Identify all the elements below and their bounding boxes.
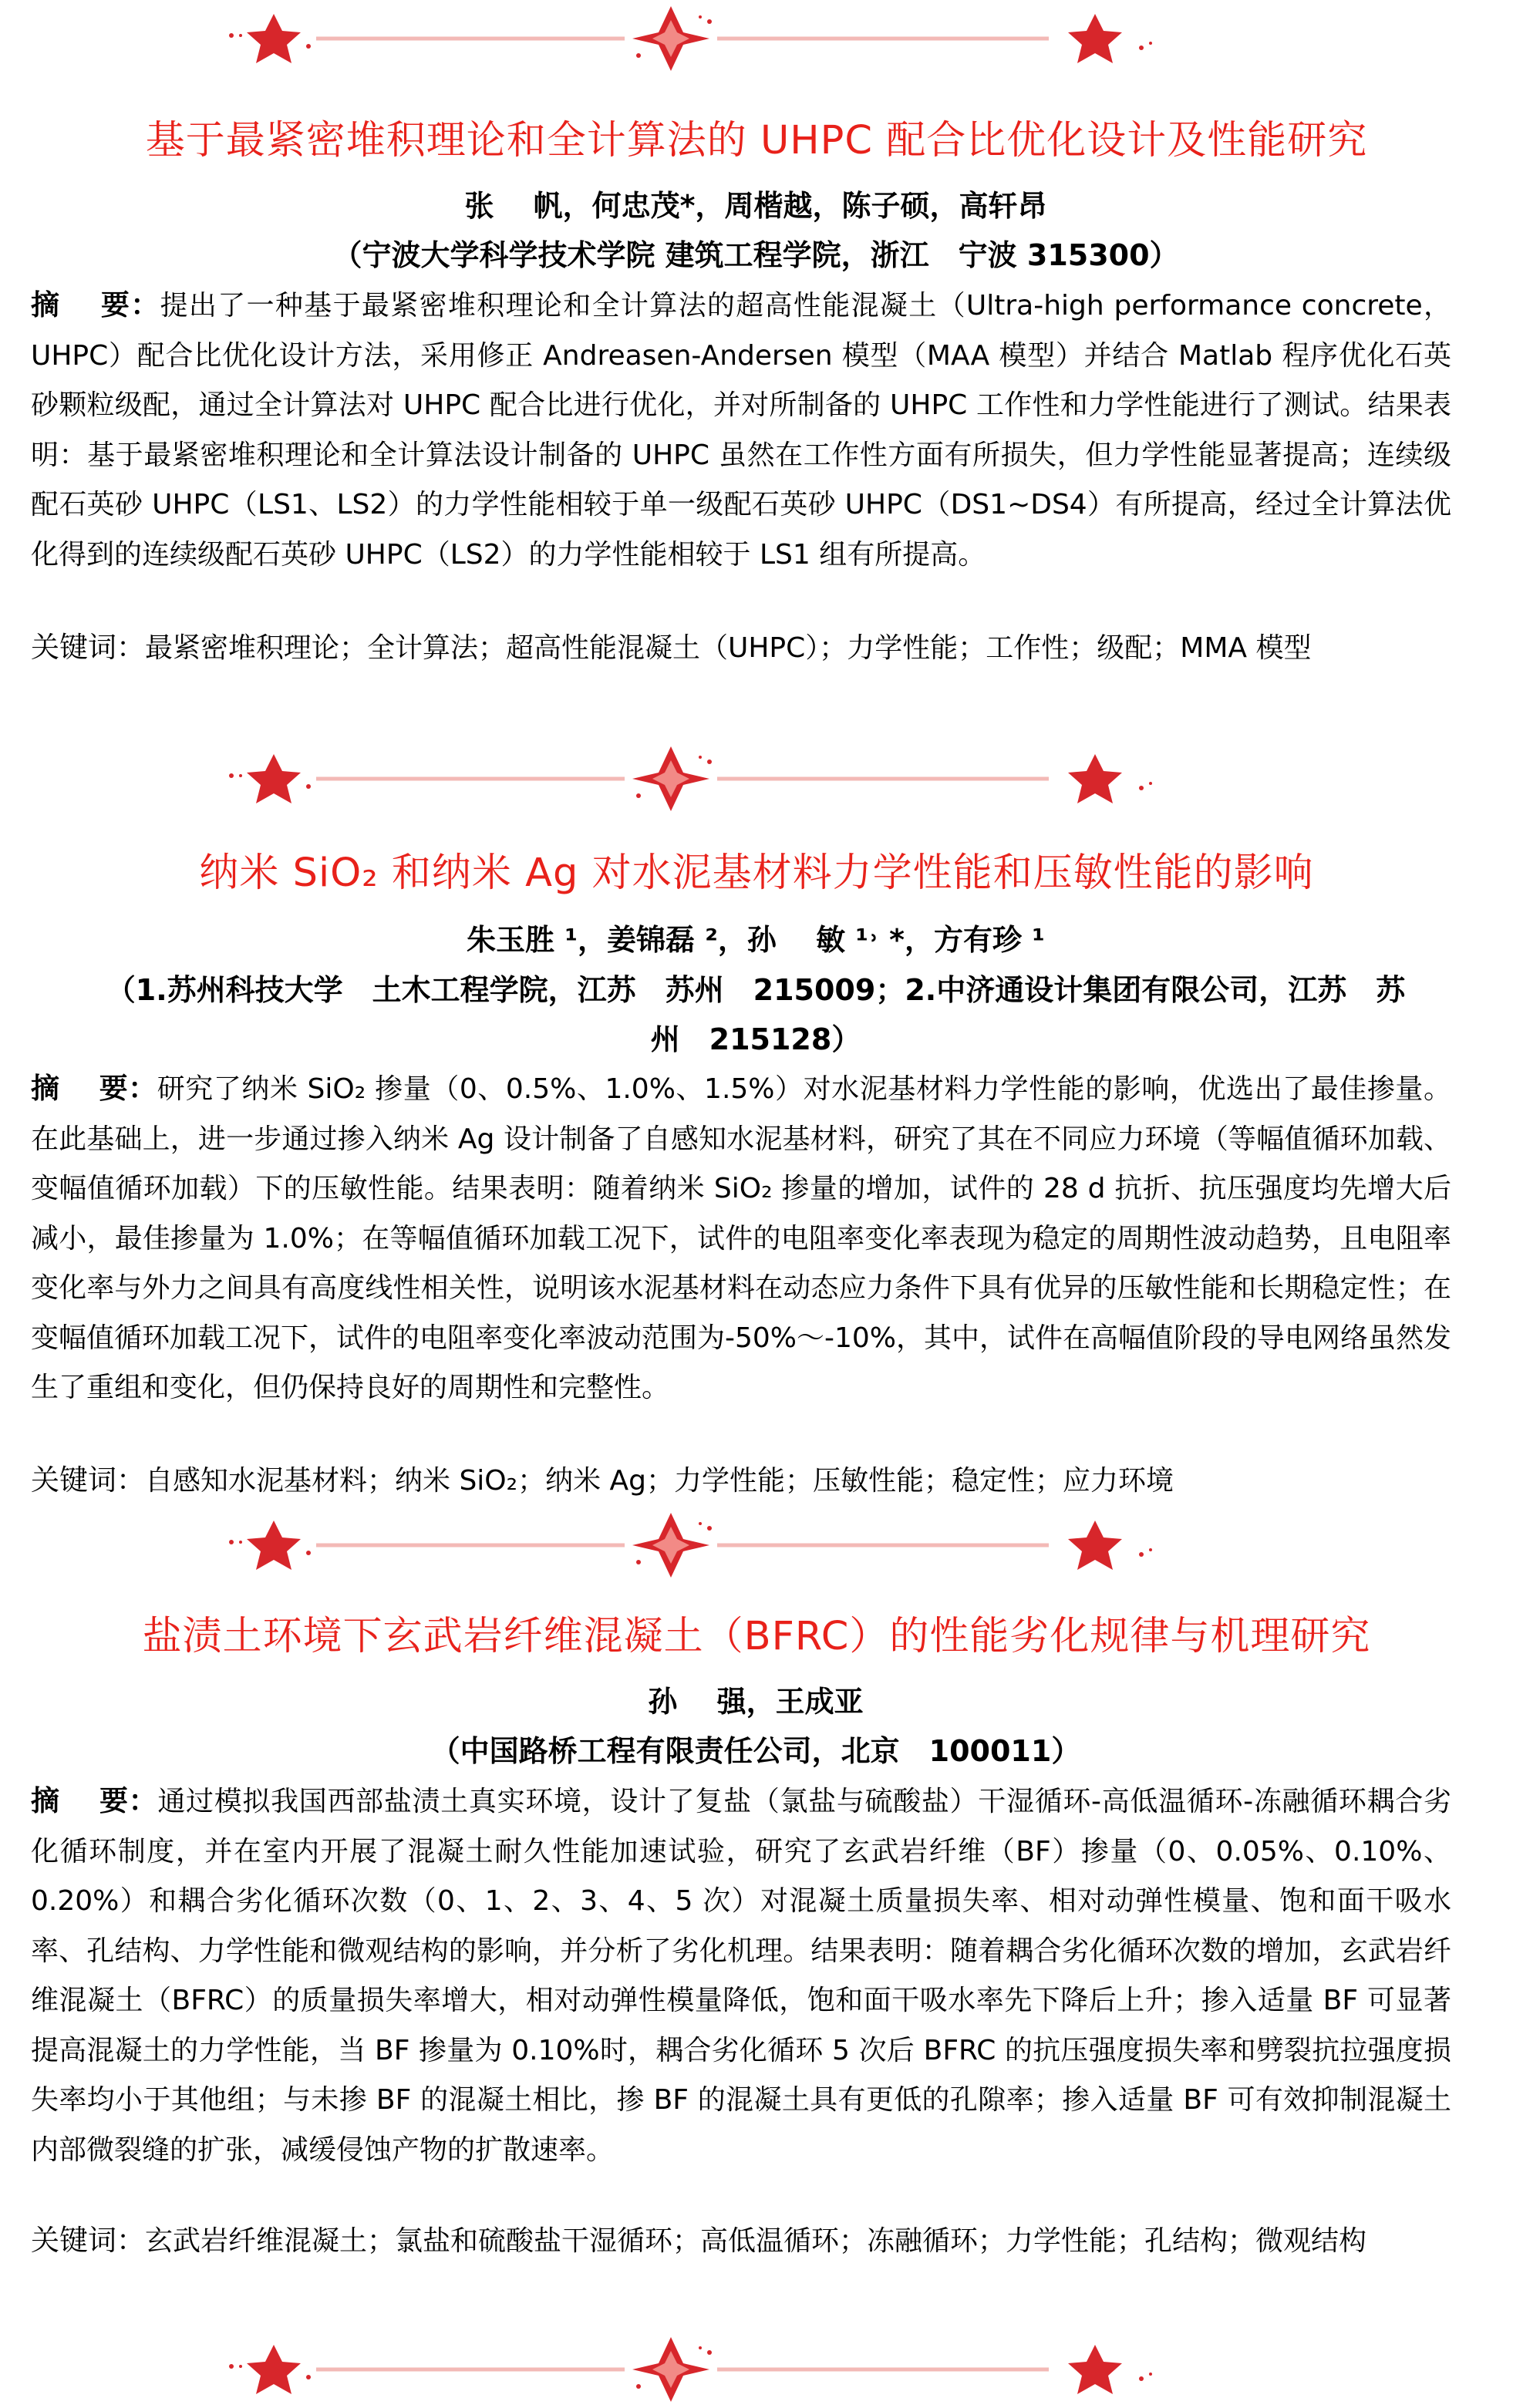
abstract-label: 摘 要： [31, 1072, 157, 1105]
article-2-abstract [31, 1064, 1451, 1413]
abstract-label: 摘 要： [31, 1784, 158, 1817]
ornament-divider-2 [0, 1507, 1513, 1584]
abstract-text: 提出了一种基于最紧密堆积理论和全计算法的超高性能混凝土（Ultra-high performance concrete，UHPC）配合比优化设计方法，采用修正 Andreasen-Andersen 模型（MAA 模型）并结合 Matlab 程序优化石英砂颗粒级配，通过全计算法对 UHPC 配合比进行优化，并对所制备的 UHPC 工作性和力学性能进行了测试。结果表明：基于最紧密堆积理论和全计算法设计制备的 UHPC 虽然在工作性方面有所损失，但力学性能显著提高；连续级配石英砂 UHPC（LS1、LS2）的力学性能相较于单一级配石英砂 UHPC（DS1~DS4）有所提高，经过全计算法优化得到的连续级配石英砂 UHPC（LS2）的力学性能相较于 LS1 组有所提高。 [31, 290, 1451, 571]
article-3-title: 盐渍土环境下玄武岩纤维混凝土（BFRC）的性能劣化规律与机理研究 [142, 1614, 1371, 1659]
ornament-divider-graphic [0, 0, 1513, 77]
article-2-affiliation: （1.苏州科技大学 土木工程学院，江苏 苏州 215009；2.中济通设计集团有限公司，江苏 苏州 215128） [106, 973, 1406, 1056]
article-1-keywords [31, 623, 1451, 673]
article-2-title: 纳米 SiO₂ 和纳米 Ag 对水泥基材料力学性能和压敏性能的影响 [199, 850, 1314, 896]
abstract-text: 研究了纳米 SiO₂ 掺量（0、0.5%、1.0%、1.5%）对水泥基材料力学性能的影响，优选出了最佳掺量。在此基础上，进一步通过掺入纳米 Ag 设计制备了自感知水泥基材料，研究了其在不同应力环境（等幅值循环加载、变幅值循环加载）下的压敏性能。结果表明：随着纳米 SiO₂ 掺量的增加，试件的 28 d 抗折、抗压强度均先增大后减小，最佳掺量为 1.0%；在等幅值循环加载工况下，试件的电阻率变化率表现为稳定的周期性波动趋势，且电阻率变化率与外力之间具有高度线性相关性，说明该水泥基材料在动态应力条件下具有优异的压敏性能和长期稳定性；在变幅值循环加载工况下，试件的电阻率变化率波动范围为-50%～-10%，其中，试件在高幅值阶段的导电网络虽然发生了重组和变化，但仍保持良好的周期性和完整性。 [31, 1073, 1452, 1403]
article-2-authors: 朱玉胜 ¹，姜锦磊 ²，孙 敏 ¹˒ *，方有珍 ¹ [467, 923, 1045, 957]
article-1-affiliation: （宁波大学科学技术学院 建筑工程学院，浙江 宁波 315300） [332, 238, 1179, 272]
divider-diamond-icon [632, 1513, 712, 1578]
divider-diamond-icon [632, 746, 712, 811]
article-3-authors: 孙 强，王成亚 [648, 1685, 864, 1719]
divider-right-star-icon [1068, 754, 1152, 803]
ornament-divider-top [0, 0, 1513, 77]
ornament-divider-graphic [0, 1507, 1513, 1584]
divider-right-star-icon [1068, 1521, 1152, 1570]
article-1-abstract [31, 281, 1451, 579]
abstract-text: 通过模拟我国西部盐渍土真实环境，设计了复盐（氯盐与硫酸盐）干湿循环-高低温循环-冻融循环耦合劣化循环制度，并在室内开展了混凝土耐久性能加速试验，研究了玄武岩纤维（BF）掺量（0、0.05%、0.10%、0.20%）和耦合劣化循环次数（0、1、2、3、4、5 次）对混凝土质量损失率、相对动弹性模量、饱和面干吸水率、孔结构、力学性能和微观结构的影响，并分析了劣化机理。结果表明：随着耦合劣化循环次数的增加，玄武岩纤维混凝土（BFRC）的质量损失率增大，相对动弹性模量降低，饱和面干吸水率先下降后上升；掺入适量 BF 可显著提高混凝土的力学性能，当 BF 掺量为 0.10%时，耦合劣化循环 5 次后 BFRC 的抗压强度损失率和劈裂抗拉强度损失率均小于其他组；与未掺 BF 的混凝土相比，掺 BF 的混凝土具有更低的孔隙率；掺入适量 BF 可有效抑制混凝土内部微裂缝的扩张，减缓侵蚀产物的扩散速率。 [31, 1786, 1451, 2166]
divider-right-star-icon [1068, 2345, 1152, 2394]
ornament-divider-1 [0, 740, 1513, 817]
divider-left-star-icon [229, 754, 311, 803]
keywords-text: 自感知水泥基材料；纳米 SiO₂；纳米 Ag；力学性能；压敏性能；稳定性；应力环境 [145, 1465, 1174, 1497]
article-3-affiliation: （中国路桥工程有限责任公司，北京 100011） [430, 1734, 1081, 1768]
divider-left-star-icon [229, 1521, 311, 1570]
article-2-keywords [31, 1456, 1451, 1506]
divider-left-star-icon [229, 14, 311, 63]
keywords-label: 关键词： [31, 631, 145, 664]
keywords-text: 最紧密堆积理论；全计算法；超高性能混凝土（UHPC）；力学性能；工作性；级配；MMA 模型 [145, 632, 1312, 664]
divider-left-star-icon [229, 2345, 311, 2394]
abstract-label: 摘 要： [31, 288, 160, 322]
divider-diamond-icon [632, 2337, 712, 2402]
article-1-authors: 张 帆，何忠茂*，周楷越，陈子硕，高轩昂 [464, 189, 1047, 223]
keywords-text: 玄武岩纤维混凝土；氯盐和硫酸盐干湿循环；高低温循环；冻融循环；力学性能；孔结构；微观结构 [145, 2225, 1367, 2257]
ornament-divider-graphic [0, 740, 1513, 817]
keywords-label: 关键词： [31, 1463, 145, 1497]
article-3-keywords [31, 2216, 1451, 2266]
article-3-abstract [31, 1777, 1451, 2174]
divider-right-star-icon [1068, 14, 1152, 63]
article-1-title: 基于最紧密堆积理论和全计算法的 UHPC 配合比优化设计及性能研究 [145, 118, 1368, 163]
keywords-label: 关键词： [31, 2224, 145, 2257]
ornament-divider-graphic [0, 2331, 1513, 2408]
divider-diamond-icon [632, 6, 712, 71]
ornament-divider-bottom [0, 2331, 1513, 2408]
